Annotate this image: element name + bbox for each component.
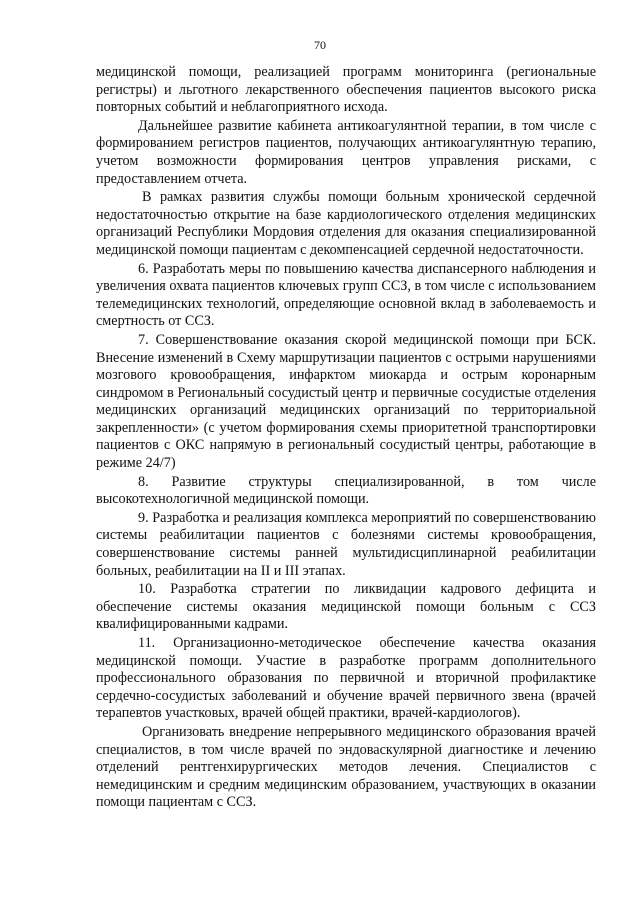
paragraph-item-9: 9. Разработка и реализация комплекса мероприятий по совершенствованию системы реабилитации пациентов с болезнями системы кровообращения, совершенствование системы ранней мультидисциплинарной реабилитации больных, реабилитации на II и III этапах. <box>96 509 596 579</box>
paragraph-heart-failure: В рамках развития службы помощи больным хронической сердечной недостаточностью открытие на базе кардиологического отделения медицинских организаций Республики Мордовия отделения для оказания специализированной медицинской помощи пациентам с декомпенсацией сердечной недостаточности. <box>96 189 596 258</box>
paragraph-continuation: медицинской помощи, реализацией программ мониторинга (региональные регистры) и льготного лекарственного обеспечения пациентов высокого риска повторных событий и неблагоприятного исхода. <box>96 64 596 116</box>
paragraph-continuing-education: Организовать внедрение непрерывного медицинского образования врачей специалистов, в том числе врачей по эндоваскулярной диагностике и лечению отделений рентгенхирургических методов лечения. Специалистов с немедицинским и средним медицинским образованием, участвующих в оказании помощи пациентам с ССЗ. <box>96 723 596 811</box>
document-body <box>96 64 596 813</box>
paragraph-item-8: 8. Развитие структуры специализированной, в том числе высокотехнологичной медицинской помощи. <box>96 473 596 508</box>
paragraph-item-11: 11. Организационно-методическое обеспечение качества оказания медицинской помощи. Участие в разработке программ дополнительного профессионального образования по первичной и вторичной профилактике сердечно-сосудистых заболеваний и обучение врачей первичного звена (врачей терапевтов участковых, врачей общей практики, врачей-кардиологов). <box>96 635 596 722</box>
paragraph-item-10: 10. Разработка стратегии по ликвидации кадрового дефицита и обеспечение системы оказания медицинской помощи больным с ССЗ квалифицированными кадрами. <box>96 581 596 633</box>
paragraph-item-7: 7. Совершенствование оказания скорой медицинской помощи при БСК. Внесение изменений в Схему маршрутизации пациентов с острыми нарушениями мозгового кровообращения, инфарктом миокарда и острым коронарным синдромом в Региональный сосудистый центр и первичные сосудистые отделения медицинских организаций медицинских организаций по территориальной закрепленности» (с учетом формирования схемы приоритетной транспортировки пациентов с ОКС напрямую в региональный сосудистый центры, работающие в режиме 24/7) <box>96 331 596 472</box>
paragraph-item-6: 6. Разработать меры по повышению качества диспансерного наблюдения и увеличения охвата пациентов ключевых групп ССЗ, в том числе с использованием телемедицинских технологий, определяющие основной вклад в заболеваемость и смертность от ССЗ. <box>96 260 596 330</box>
page-number: 70 <box>314 38 326 52</box>
paragraph-anticoagulant-cabinet: Дальнейшее развитие кабинета антикоагулянтной терапии, в том числе с формированием регистров пациентов, получающих антикоагулянтную терапию, учетом возможности формирования центров управления рисками, с предоставлением отчета. <box>96 117 596 187</box>
